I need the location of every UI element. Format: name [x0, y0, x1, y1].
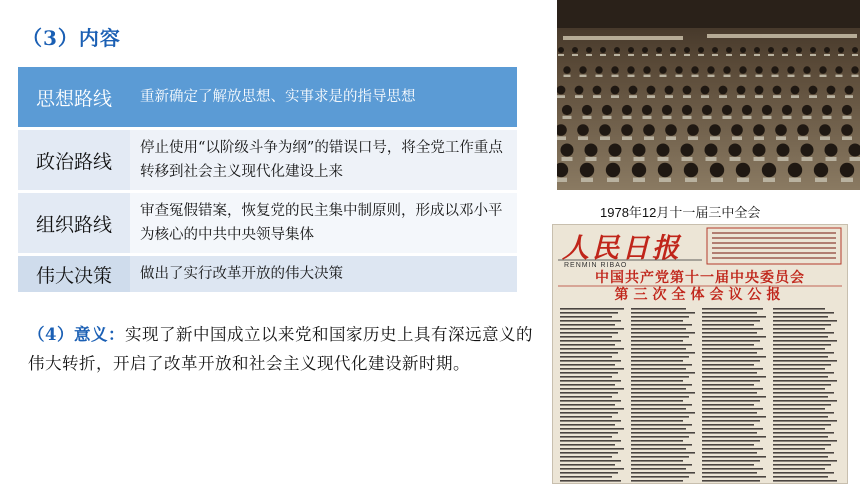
newspaper-masthead: 人民日报 — [562, 233, 682, 264]
row-content: 停止使用“以阶级斗争为纲”的错误口号，将全党工作重点转移到社会主义现代化建设上来 — [130, 130, 517, 190]
section-heading: （3）内容 — [22, 26, 121, 50]
significance-text: 实现了新中国成立以来党和国家历史上具有深远意义的伟大转折，开启了改革开放和社会主义现代化建设新时期。 — [28, 325, 533, 373]
table-row — [18, 193, 517, 253]
newspaper-romanized: RENMIN RIBAO — [564, 262, 628, 269]
row-label: 组织路线 — [18, 193, 130, 253]
significance-label: （4）意义： — [28, 325, 125, 344]
row-label: 政治路线 — [18, 130, 130, 190]
row-content: 重新确定了解放思想、实事求是的指导思想 — [140, 89, 416, 105]
table-row — [18, 256, 517, 292]
newspaper-headline-1: 中国共产党第十一届中央委员会 — [595, 270, 805, 286]
meeting-photo — [557, 0, 860, 190]
photo-caption: 1978年12月十一届三中全会 — [600, 205, 761, 220]
row-label: 思想路线 — [35, 87, 112, 110]
content-table — [18, 67, 517, 295]
newspaper-image — [552, 224, 848, 484]
meeting-photo-image — [557, 0, 860, 190]
table-row — [18, 130, 517, 190]
row-content: 审查冤假错案，恢复党的民主集中制原则，形成以邓小平为核心的中共中央领导集体 — [130, 193, 517, 253]
newspaper-headline-2: 第三次全体会议公报 — [614, 287, 786, 303]
table-row — [18, 67, 517, 127]
row-label: 伟大决策 — [18, 256, 130, 292]
row-content: 做出了实行改革开放的伟大决策 — [130, 256, 517, 292]
significance-paragraph — [28, 320, 538, 378]
